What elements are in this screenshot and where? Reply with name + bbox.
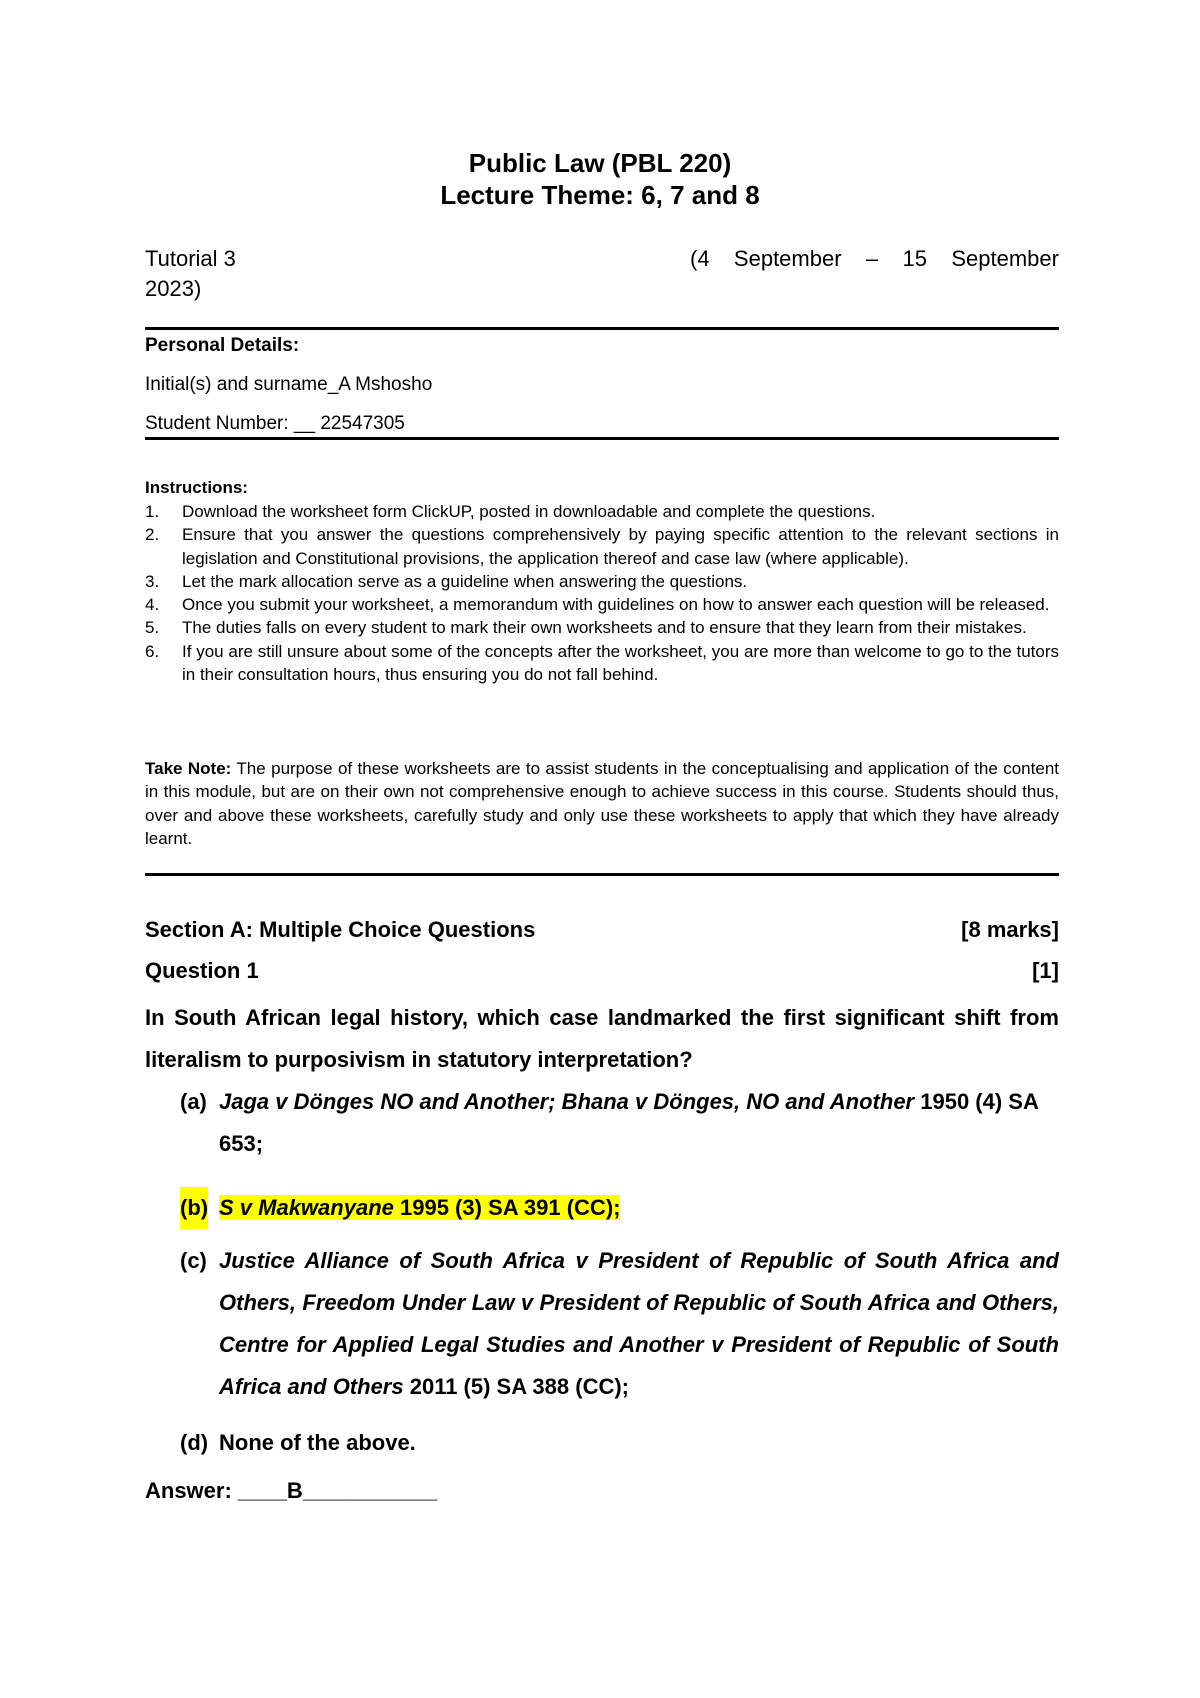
option-c	[180, 1240, 1059, 1408]
section-a-title: Section A: Multiple Choice Questions	[145, 917, 536, 942]
take-note-label: Take Note:	[145, 759, 232, 778]
section-a-heading	[145, 917, 1059, 943]
option-label: (b)	[180, 1187, 208, 1229]
instruction-item: 3. Let the mark allocation serve as a guideline when answering the questions.	[145, 571, 748, 591]
option-a	[180, 1081, 1059, 1165]
divider	[145, 437, 1059, 440]
option-case: Jaga v Dönges NO and Another; Bhana v Dönges, NO and Another	[219, 1089, 915, 1114]
instruction-item: 6. If you are still unsure about some of the concepts after the worksheet, you are more than welcome to go to the tutors in their consultation hours, thus ensuring you do not fall behind.	[145, 641, 1059, 685]
option-label: (c)	[180, 1248, 207, 1273]
tutorial-label: Tutorial 3	[145, 246, 236, 271]
date-part: –	[865, 246, 879, 271]
instructions-title: Instructions:	[145, 478, 248, 497]
option-case: Justice Alliance of South Africa v President of Republic of South Africa and Others, Freedom Under Law v President of Republic of South Africa and Others, Centre for Applied Legal Studies and Another v President of Republic of South Africa and Others	[219, 1248, 1059, 1399]
lecture-theme: Lecture Theme: 6, 7 and 8	[440, 180, 760, 210]
section-a-marks: [8 marks]	[961, 917, 1059, 942]
option-label: (a)	[180, 1089, 207, 1114]
answer-line[interactable]: Answer: ____B___________	[145, 1478, 438, 1503]
instruction-item: 5. The duties falls on every student to mark their own worksheets and to ensure that they learn from their mistakes.	[145, 618, 1027, 638]
tutorial-year: 2023)	[145, 276, 202, 301]
student-number-line: Student Number: __ 22547305	[145, 413, 405, 434]
option-text: None of the above.	[219, 1430, 416, 1455]
divider	[145, 873, 1059, 876]
question-text: In South African legal history, which case landmarked the first significant shift from literalism to purposivism in statutory interpretation?	[145, 1005, 1059, 1072]
option-case: S v Makwanyane	[219, 1195, 394, 1220]
question-label: Question 1	[145, 958, 259, 983]
date-part: September	[733, 246, 842, 271]
option-d	[180, 1422, 1059, 1464]
question-marks: [1]	[1032, 958, 1059, 983]
instruction-item: 2. Ensure that you answer the questions comprehensively by paying specific attention to the relevant sections in legislation and Constitutional provisions, the application thereof and case law (where applicable).	[145, 525, 1059, 568]
option-citation: 1995 (3) SA 391 (CC);	[393, 1195, 621, 1220]
document-title: Public Law (PBL 220)	[468, 148, 732, 178]
instruction-item: 1. Download the worksheet form ClickUP, posted in downloadable and complete the questions.	[145, 502, 876, 521]
name-line: Initial(s) and surname_A Mshosho	[145, 374, 433, 395]
take-note-text: The purpose of these worksheets are to assist students in the conceptualising and application of the content in this module, but are on their own not comprehensive enough to achieve success in this course. Students should thus, over and above these worksheets, carefully study and only use these worksheets to apply that which they have already learnt.	[145, 759, 1059, 848]
personal-details-label: Personal Details:	[145, 335, 300, 356]
instruction-item: 4. Once you submit your worksheet, a memorandum with guidelines on how to answer each question will be released.	[145, 595, 1050, 615]
question-heading	[145, 958, 1059, 984]
option-citation: 1950 (4) SA 653;	[219, 1089, 1039, 1156]
instructions-list	[145, 500, 1059, 686]
date-part: 15	[902, 246, 927, 271]
option-citation: 2011 (5) SA 388 (CC);	[403, 1374, 629, 1399]
take-note	[145, 757, 1059, 850]
tutorial-dates	[690, 244, 1059, 274]
option-b	[180, 1187, 1059, 1229]
date-part: September	[951, 246, 1059, 271]
divider	[145, 327, 1059, 330]
option-label: (d)	[180, 1430, 209, 1455]
date-part: (4	[690, 246, 710, 271]
